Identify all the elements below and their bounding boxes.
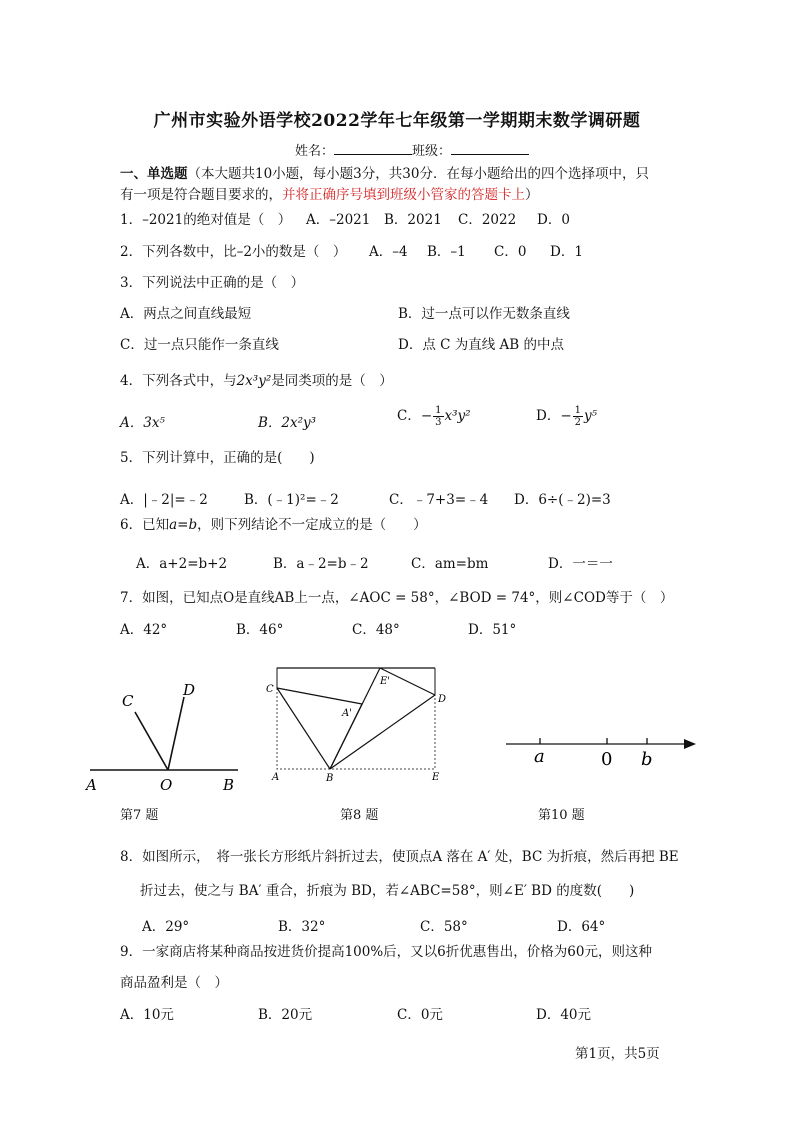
q4-option-c <box>397 404 471 428</box>
q9-option-a: A．10元 <box>120 1007 174 1023</box>
section-intro-line1 <box>120 162 649 182</box>
name-blank <box>334 142 412 155</box>
q8-line2: 折过去，使之与 BA′ 重合，折痕为 BD，若∠ABC=58°，则∠E′ BD 的度数( ) <box>140 883 635 899</box>
q1-option-a: A．–2021 <box>306 212 371 228</box>
q7-stem: 7．如图，已知点O是直线AB上一点，∠AOC = 58°，∠BOD = 74°，则∠COD等于（ ） <box>120 590 674 606</box>
q9-line1: 9．一家商店将某种商品按进货价提高100%后，又以6折优惠售出，价格为60元，则这种 <box>120 944 652 960</box>
q3-stem: 3．下列说法中正确的是（ ） <box>120 275 305 291</box>
q3-option-d: D．点 C 为直线 AB 的中点 <box>398 337 564 353</box>
q1-option-c: C．2022 <box>458 212 517 228</box>
class-label: 班级： <box>412 144 452 159</box>
page-footer: 第1页，共5页 <box>575 1046 660 1062</box>
q4-c-den: 3 <box>435 417 442 428</box>
q3-option-b: B．过一点可以作无数条直线 <box>398 306 570 322</box>
figure-8 <box>262 660 452 785</box>
fig8-label-d: D <box>438 694 447 705</box>
fig7-caption: 第7 题 <box>120 808 159 823</box>
q4-c-post: x³y² <box>444 408 471 424</box>
fig8-label-b: B <box>326 773 334 784</box>
q8-option-c: C．58° <box>420 919 468 935</box>
q9-line2: 商品盈利是（ ） <box>120 975 228 991</box>
fig8-label-e: E <box>432 772 440 783</box>
q4-c-num: 1 <box>435 405 442 416</box>
q1-option-b: B．2021 <box>384 212 442 228</box>
q7-option-d: D．51° <box>468 622 517 638</box>
fig8-caption: 第8 题 <box>340 808 379 823</box>
q8-option-b: B．32° <box>278 919 326 935</box>
q5-stem: 5．下列计算中，正确的是( ) <box>120 450 315 466</box>
page-title: 广州市实验外语学校2022学年七年级第一学期期末数学调研题 <box>153 111 641 131</box>
fig8-label-e-prime: E' <box>380 676 391 687</box>
q2-option-a: A．–4 <box>369 244 408 260</box>
q2-option-d: D．1 <box>550 244 583 260</box>
section-intro-line2 <box>120 183 539 203</box>
q6-option-d: D．一＝一 <box>548 556 613 572</box>
q7-option-a: A．42° <box>120 622 168 638</box>
q4-d-den: 2 <box>574 417 582 428</box>
q9-option-d: D．40元 <box>536 1007 592 1023</box>
figure-7 <box>80 675 250 800</box>
class-blank <box>451 142 529 155</box>
q6-stem-expr: a=b <box>169 517 198 533</box>
q5-option-d: D．6÷(﹣2)=3 <box>514 492 611 508</box>
fig7-label-a: A <box>86 776 97 794</box>
fig7-label-o: O <box>160 776 173 794</box>
q6-option-c: C．am=bm <box>411 556 489 572</box>
q4-option-a: A．3x⁵ <box>120 415 165 431</box>
q7-option-c: C．48° <box>352 622 400 638</box>
q4-c-fraction <box>433 405 443 428</box>
q4-stem <box>120 369 393 389</box>
q1-stem: 1．–2021的绝对值是（ ） <box>120 212 292 228</box>
fig8-label-c: C <box>266 684 274 695</box>
fig7-label-b: B <box>223 776 235 794</box>
figure-10 <box>500 725 700 775</box>
q4-d-num: 1 <box>574 405 582 416</box>
q4-c-pre: C．− <box>397 408 433 424</box>
q6-option-a: A．a+2=b+2 <box>136 556 228 572</box>
q4-stem-expr: 2x³y² <box>236 373 272 389</box>
fig7-label-c: C <box>122 692 134 710</box>
fig10-caption: 第10 题 <box>538 808 585 823</box>
section-intro-text: （本大题共10小题，每小题3分，共30分．在每小题给出的四个选择项中，只 <box>187 166 649 182</box>
q9-option-b: B．20元 <box>258 1007 313 1023</box>
q5-option-c: C．﹣7+3=﹣4 <box>389 492 489 508</box>
q4-option-b: B．2x²y³ <box>258 415 317 431</box>
q8-option-d: D．64° <box>557 919 606 935</box>
q2-option-b: B．–1 <box>427 244 466 260</box>
q3-option-a: A．两点之间直线最短 <box>120 306 252 322</box>
q6-stem-post: ，则下列结论不一定成立的是（ ） <box>197 517 427 533</box>
fig10-label-b: b <box>641 749 653 770</box>
section-intro-text2: 有一项是符合题目要求的， <box>120 187 282 203</box>
q4-d-fraction <box>573 405 583 428</box>
q9-option-c: C．0元 <box>397 1007 443 1023</box>
q1-option-d: D．0 <box>537 212 570 228</box>
q3-option-c: C．过一点只能作一条直线 <box>120 337 279 353</box>
q6-stem <box>120 513 427 533</box>
q8-line1: 8．如图所示， 将一张长方形纸片斜折过去，使顶点A 落在 A′ 处，BC 为折痕，然后再把 BE <box>120 849 679 865</box>
q4-stem-post: 是同类项的是（ ） <box>271 373 393 389</box>
q6-stem-pre: 6．已知 <box>120 517 170 533</box>
fig10-label-a: a <box>534 746 545 767</box>
q4-stem-pre: 4．下列各式中，与 <box>120 373 237 389</box>
section-intro-red: 并将正确序号填到班级小管家的答题卡上 <box>282 187 525 203</box>
fig10-label-zero: 0 <box>601 749 613 770</box>
q5-option-a: A．|﹣2|=﹣2 <box>120 492 208 508</box>
q2-stem: 2．下列各数中，比–2小的数是（ ） <box>120 244 347 260</box>
section-intro-end: ） <box>525 187 539 203</box>
q2-option-c: C．0 <box>494 244 527 260</box>
name-class-line <box>295 140 529 159</box>
fig8-label-a-prime: A' <box>342 708 352 719</box>
name-label: 姓名： <box>295 144 335 159</box>
q6-option-b: B．a﹣2=b﹣2 <box>273 556 369 572</box>
q7-option-b: B．46° <box>236 622 284 638</box>
section-heading: 一、单选题 <box>120 166 188 182</box>
q4-d-pre: D．− <box>536 408 572 424</box>
q4-option-d <box>536 404 597 428</box>
q4-d-post: y⁵ <box>584 408 598 424</box>
fig8-label-a: A <box>272 772 280 783</box>
fig7-label-d: D <box>183 681 196 699</box>
q5-option-b: B．(﹣1)²=﹣2 <box>244 492 339 508</box>
q8-option-a: A．29° <box>142 919 190 935</box>
